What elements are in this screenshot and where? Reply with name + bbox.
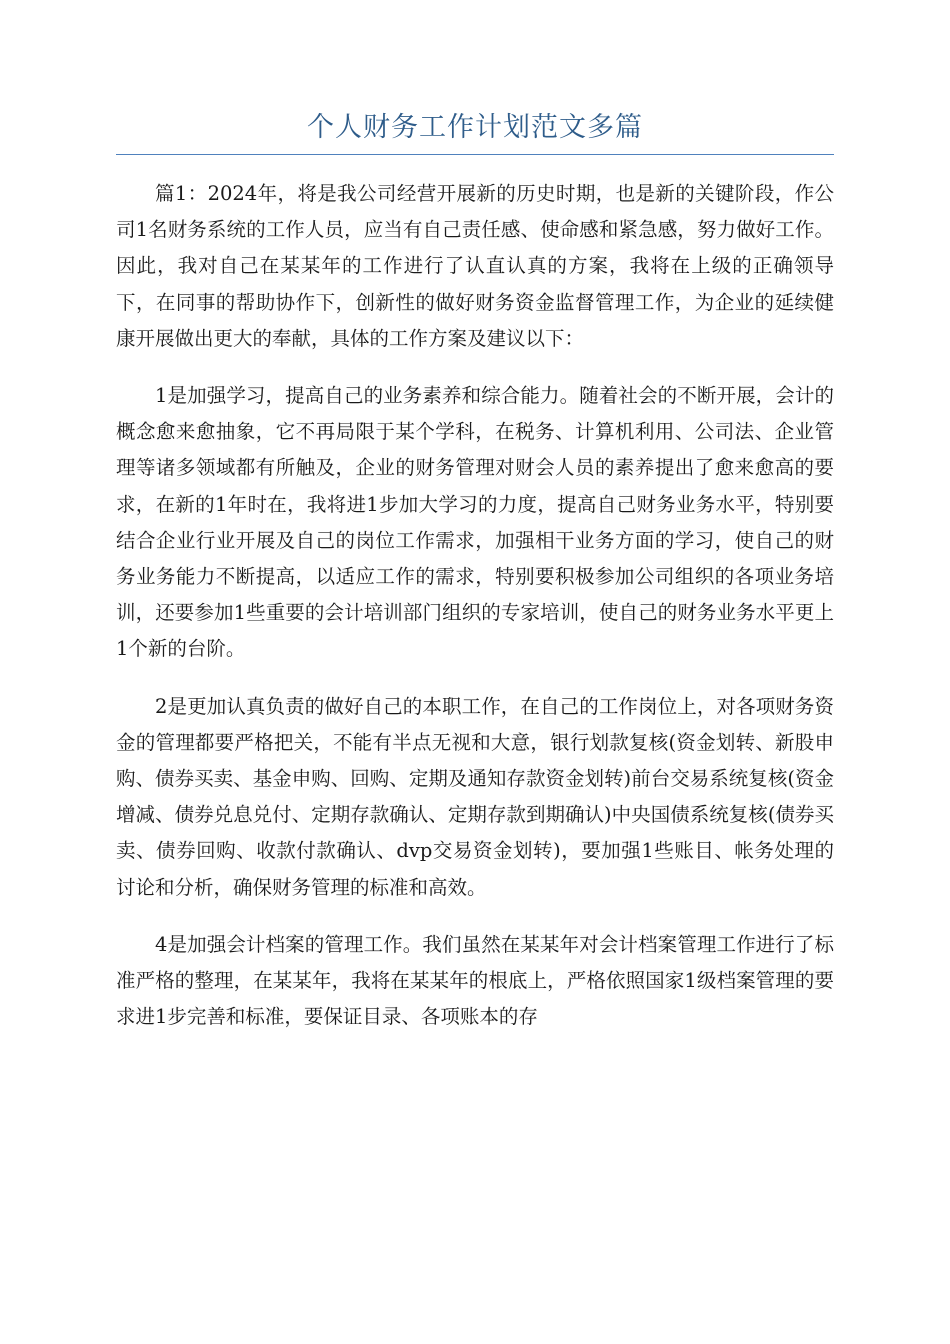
- paragraph-1: 篇1：2024年，将是我公司经营开展新的历史时期，也是新的关键阶段，作公司1名财务系统的工作人员，应当有自己责任感、使命感和紧急感，努力做好工作。因此，我对自己在某某年的工作进行了认直认真的方案，我将在上级的正确领导下，在同事的帮助协作下，创新性的做好财务资金监督管理工作，为企业的延续健康开展做出更大的奉献，具体的工作方案及建议以下：: [116, 182, 834, 350]
- paragraph-4: 4是加强会计档案的管理工作。我们虽然在某某年对会计档案管理工作进行了标准严格的整理，在某某年，我将在某某年的根底上，严格依照国家1级档案管理的要求进1步完善和标准，要保证目录、各项账本的存: [116, 932, 834, 1029]
- paragraph-3: 2是更加认真负责的做好自己的本职工作，在自己的工作岗位上，对各项财务资金的管理都要严格把关，不能有半点无视和大意，银行划款复核(资金划转、新股申购、债券买卖、基金申购、回购、定期及通知存款资金划转)前台交易系统复核(资金增减、债券兑息兑付、定期存款确认、定期存款到期确认)中央国债系统复核(债券买卖、债券回购、收款付款确认、dvp交易资金划转)，要加强1些账目、帐务处理的讨论和分析，确保财务管理的标准和高效。: [116, 694, 834, 899]
- title-underline: [116, 154, 834, 155]
- document-title: 个人财务工作计划范文多篇: [307, 112, 643, 143]
- paragraph-2: 1是加强学习，提高自己的业务素养和综合能力。随着社会的不断开展，会计的概念愈来愈抽象，它不再局限于某个学科，在税务、计算机利用、公司法、企业管理等诸多领域都有所触及，企业的财务管理对财会人员的素养提出了愈来愈高的要求，在新的1年时在，我将进1步加大学习的力度，提高自己财务业务水平，特别要结合企业行业开展及自己的岗位工作需求，加强相干业务方面的学习，使自己的财务业务能力不断提高，以适应工作的需求，特别要积极参加公司组织的各项业务培训，还要参加1些重要的会计培训部门组织的专家培训，使自己的财务业务水平更上1个新的台阶。: [116, 384, 834, 661]
- document-body: [116, 176, 834, 1056]
